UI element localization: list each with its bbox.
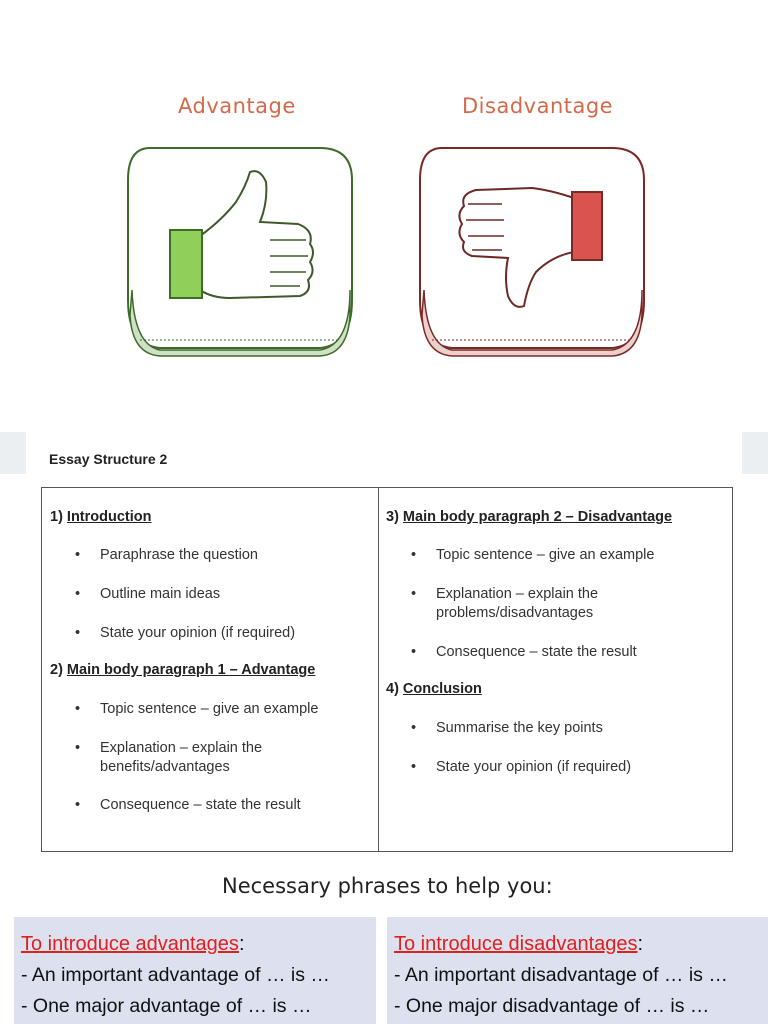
section-number: 4) [386, 681, 403, 697]
section-number: 1) [50, 509, 67, 525]
list-item-text: Consequence – state the result [436, 644, 637, 660]
list-item-text: Summarise the key points [436, 720, 603, 736]
section-body1-title [50, 662, 315, 678]
list-item-text: Paraphrase the question [100, 547, 258, 563]
list-item-text: State your opinion (if required) [100, 625, 296, 641]
section-introduction-title [50, 509, 152, 525]
left-column [42, 488, 379, 851]
list-item-text: problems/disadvantages [436, 605, 594, 621]
phrase-line: - An important disadvantage of … is … [394, 964, 728, 986]
list-item-text: Explanation – explain the [436, 586, 599, 602]
section-title-text: Introduction [66, 509, 152, 525]
disadvantage-label: Disadvantage [462, 94, 614, 118]
list-item: • Topic sentence – give an example [75, 701, 319, 717]
left-edge-strip [0, 432, 26, 474]
list-item: • State your opinion (if required) [75, 625, 296, 641]
list-item: • Outline main ideas [75, 586, 221, 602]
list-item-text: Consequence – state the result [100, 797, 301, 813]
section-title-text: Main body paragraph 2 – Disadvantage [402, 509, 673, 525]
section-body2-title [386, 509, 672, 525]
disadvantages-phrase-box [387, 917, 768, 1024]
section-number: 3) [386, 509, 403, 525]
advantage-label: Advantage [178, 94, 296, 118]
thumbs-up-icon [120, 140, 360, 360]
list-item-text: benefits/advantages [100, 759, 230, 775]
essay-structure-table [41, 487, 733, 852]
heading-colon: : [637, 933, 644, 955]
list-item-text: Explanation – explain the [100, 740, 263, 756]
list-item: • State your opinion (if required) [411, 759, 632, 775]
list-item-text: Outline main ideas [100, 586, 221, 602]
list-item-text: Topic sentence – give an example [100, 701, 319, 717]
list-item-text: State your opinion (if required) [436, 759, 632, 775]
list-item-text: Topic sentence – give an example [436, 547, 655, 563]
section-number: 2) [50, 662, 67, 678]
list-item: • Explanation – explain the benefits/advantages [75, 740, 263, 775]
advantages-heading [21, 933, 245, 956]
section-title-text: Main body paragraph 1 – Advantage [66, 662, 316, 678]
phrases-title: Necessary phrases to help you: [222, 874, 553, 898]
list-item: • Topic sentence – give an example [411, 547, 655, 563]
advantages-phrase-box [14, 917, 376, 1024]
essay-structure-heading: Essay Structure 2 [49, 451, 168, 467]
disadvantages-heading [394, 933, 643, 956]
right-column [378, 488, 734, 851]
list-item: • Summarise the key points [411, 720, 603, 736]
phrase-line: - One major advantage of … is … [21, 995, 312, 1017]
section-conclusion-title [386, 681, 482, 697]
right-edge-strip [742, 432, 768, 474]
phrase-line: - An important advantage of … is … [21, 964, 330, 986]
list-item: • Consequence – state the result [411, 644, 637, 660]
disadvantages-heading-text: To introduce disadvantages [394, 933, 638, 955]
list-item: • Consequence – state the result [75, 797, 301, 813]
phrase-line: - One major disadvantage of … is … [394, 995, 710, 1017]
thumbs-down-icon [412, 140, 652, 360]
advantages-heading-text: To introduce advantages [21, 933, 239, 955]
list-item: • Explanation – explain the problems/disadvantages [411, 586, 599, 621]
heading-colon: : [238, 933, 245, 955]
section-title-text: Conclusion [402, 681, 482, 697]
list-item: • Paraphrase the question [75, 547, 258, 563]
